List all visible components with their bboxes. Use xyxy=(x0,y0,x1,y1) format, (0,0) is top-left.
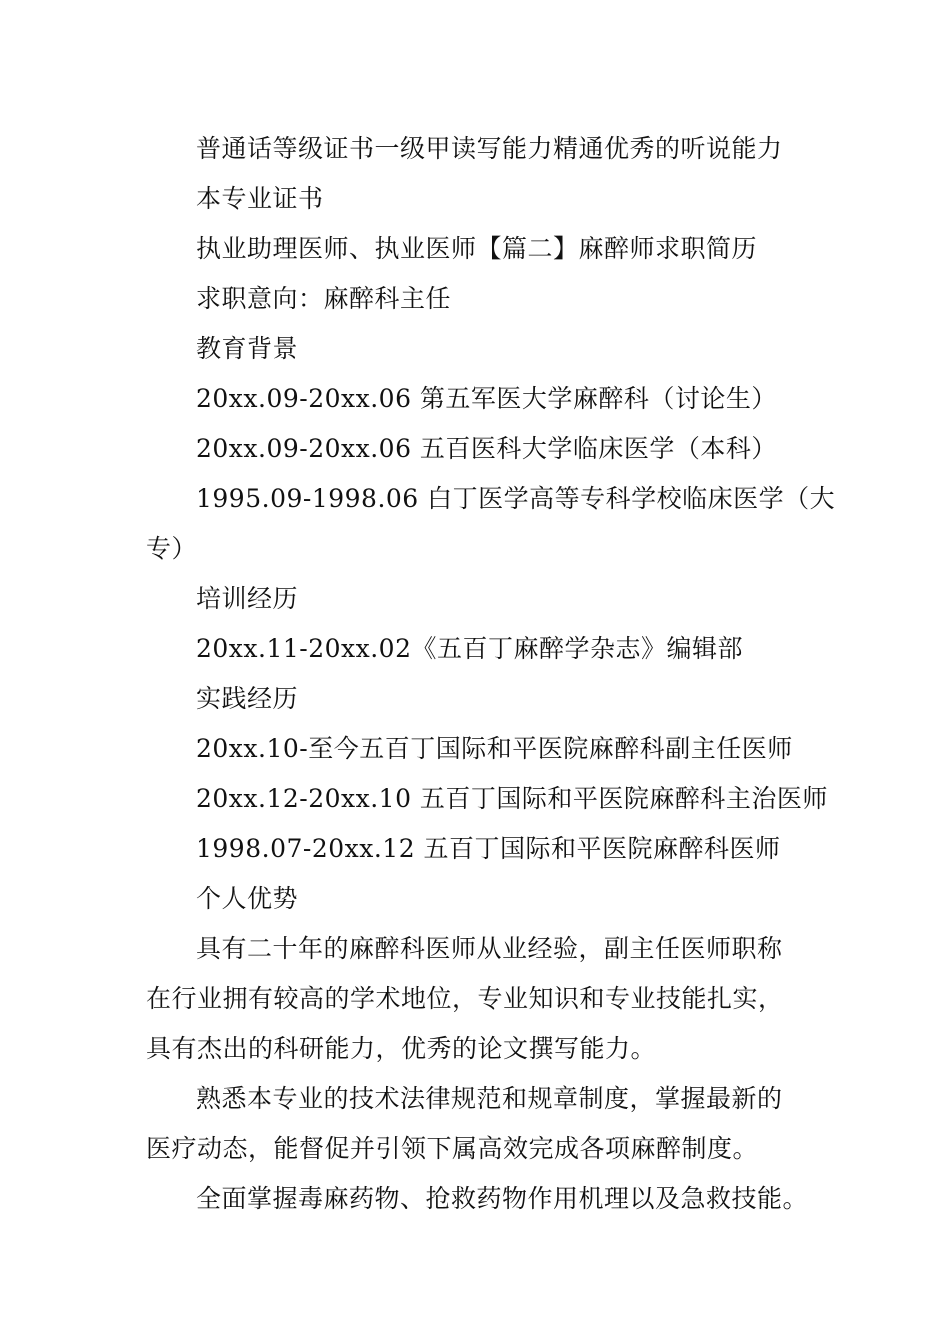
text-line: 在行业拥有较高的学术地位，专业知识和专业技能扎实， xyxy=(146,984,784,1013)
text-line: 20xx.10-至今五百丁国际和平医院麻醉科副主任医师 xyxy=(196,734,793,763)
text-line: 1998.07-20xx.12 五百丁国际和平医院麻醉科医师 xyxy=(196,834,781,863)
text-line: 医疗动态，能督促并引领下属高效完成各项麻醉制度。 xyxy=(146,1134,759,1163)
text-line: 全面掌握毒麻药物、抢救药物作用机理以及急救技能。 xyxy=(196,1184,809,1213)
text-line: 求职意向：麻醉科主任 xyxy=(196,284,452,313)
section-heading: 培训经历 xyxy=(196,584,299,613)
section-heading: 个人优势 xyxy=(196,884,299,913)
text-line: 执业助理医师、执业医师【篇二】麻醉师求职简历 xyxy=(196,234,758,263)
text-line: 熟悉本专业的技术法律规范和规章制度，掌握最新的 xyxy=(196,1084,783,1113)
text-line: 普通话等级证书一级甲读写能力精通优秀的听说能力 xyxy=(196,134,783,163)
text-line: 具有杰出的科研能力，优秀的论文撰写能力。 xyxy=(146,1034,657,1063)
text-line: 20xx.09-20xx.06 五百医科大学临床医学（本科） xyxy=(196,434,777,463)
text-line: 20xx.09-20xx.06 第五军医大学麻醉科（讨论生） xyxy=(196,384,777,413)
text-line: 1995.09-1998.06 白丁医学高等专科学校临床医学（大 xyxy=(196,484,836,513)
section-heading: 实践经历 xyxy=(196,684,299,713)
text-line: 本专业证书 xyxy=(196,184,324,213)
text-line: 具有二十年的麻醉科医师从业经验，副主任医师职称 xyxy=(196,934,783,963)
section-heading: 教育背景 xyxy=(196,334,299,363)
text-line: 20xx.11-20xx.02《五百丁麻醉学杂志》编辑部 xyxy=(196,634,743,663)
text-line: 专） xyxy=(146,534,198,563)
text-line: 20xx.12-20xx.10 五百丁国际和平医院麻醉科主治医师 xyxy=(196,784,828,813)
